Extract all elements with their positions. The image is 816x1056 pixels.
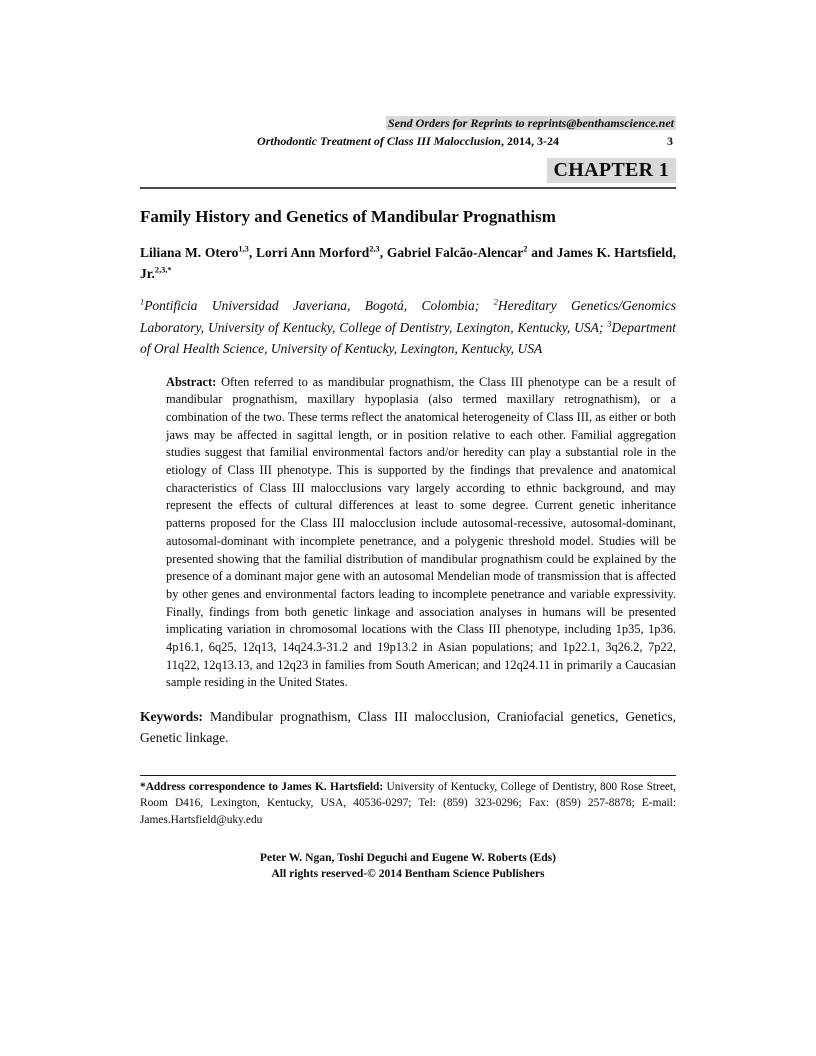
- author-superscript: 1,3: [238, 244, 249, 254]
- affiliation-text: Department of Oral Health Science, University of Kentucky, Lexington, Kentucky, USA: [140, 319, 676, 356]
- keywords-label: Keywords:: [140, 709, 203, 725]
- abstract-text: Often referred to as mandibular prognathism, the Class III phenotype can be a result of mandibular prognathism, maxillary hypoplasia (also termed maxillary retrognathism), or a combination of the two. These terms reflect the anatomical heterogeneity of Class III, as either or both jaws may be affected in sagittal length, or in position relative to each other. Familial aggregation studies suggest that familial environmental factors and/or heredity can play a substantial role in the etiology of Class III phenotype. This is supported by the findings that prevalence and anatomical characteristics of Class III malocclusions vary largely according to ethnic background, and may represent the effects of cultural differences at least to some degree. Current genetic inheritance patterns proposed for the Class III malocclusion include autosomal-recessive, autosomal-dominant, autosomal-dominant with incomplete penetrance, and a polygenic threshold model. Studies will be presented showing that the familial distribution of mandibular prognathism could be explained by the presence of a dominant major gene with an autosomal Mendelian mode of transmission that is affected by other genes and environmental factors leading to incomplete penetrance and variable expressivity. Finally, findings from both genetic linkage and association analyses in humans will be presented implicating variation in chromosomal locations with the Class III phenotype, including 1p35, 1p36. 4p16.1, 6q25, 12q13, 14q24.3-31.2 and 19p13.2 in Asian populations; and 1p22.1, 3q26.2, 7p22, 11q22, 12q13.13, and 12q23 in families from South American; and 12q24.11 in primarily a Caucasian sample residing in the United States.: [166, 374, 676, 690]
- affiliation-superscript: 2: [493, 297, 498, 307]
- author-name: , Lorri Ann Morford: [248, 245, 370, 260]
- author-superscript: 2: [523, 244, 528, 254]
- correspondence-footnote: [140, 779, 676, 828]
- correspondence-text: University of Kentucky, College of Dentistry, 800 Rose Street, Room D416, Lexington, Kentucky, USA, 40536-0297; Tel: (859) 323-0296; Fax: (859) 257-8878; E-mail: James.Hartsfield@uky.edu: [140, 781, 676, 826]
- author-name: and James K. Hartsfield, Jr.: [140, 245, 677, 281]
- editors-line: Peter W. Ngan, Toshi Deguchi and Eugene W. Roberts (Eds): [259, 851, 557, 865]
- affiliation-text: Pontificia Universidad Javeriana, Bogotá, Colombia;: [144, 298, 494, 313]
- book-citation-year-pages: , 2014, 3-24: [500, 134, 559, 148]
- author-superscript: 2,3: [369, 244, 380, 254]
- chapter-row: [140, 158, 676, 183]
- page-number: 3: [667, 134, 673, 148]
- abstract-paragraph: [166, 374, 676, 693]
- affiliation-text: Hereditary Genetics/Genomics Laboratory, University of Kentucky, College of Dentistry, Lexington, Kentucky, USA;: [140, 298, 677, 335]
- author-list: [140, 242, 676, 284]
- correspondence-label: *Address correspondence to James K. Hartsfield:: [140, 781, 384, 794]
- reprint-notice-line: [140, 116, 676, 131]
- affiliation-superscript: 1: [140, 297, 145, 307]
- author-superscript: 2,3,*: [154, 265, 172, 275]
- keywords-paragraph: [140, 706, 676, 748]
- header-divider: [140, 187, 676, 189]
- page-footer: [140, 850, 676, 881]
- book-citation: [257, 134, 559, 148]
- reprint-notice-text: Send Orders for Reprints to reprints@benthamscience.net: [387, 116, 674, 130]
- article-title: Family History and Genetics of Mandibular Prognathism: [140, 207, 556, 226]
- author-name: , Gabriel Falcão-Alencar: [379, 245, 524, 260]
- keywords-text: Mandibular prognathism, Class III malocclusion, Craniofacial genetics, Genetics, Genetic linkage.: [140, 709, 676, 746]
- copyright-line: All rights reserved-© 2014 Bentham Science Publishers: [271, 866, 545, 880]
- author-name: Liliana M. Otero: [140, 245, 239, 260]
- running-head: [140, 134, 676, 149]
- book-title: Orthodontic Treatment of Class III Malocclusion: [257, 134, 501, 148]
- affiliation-superscript: 3: [607, 319, 612, 328]
- chapter-label: CHAPTER 1: [547, 158, 676, 183]
- abstract-label: Abstract:: [166, 374, 217, 389]
- affiliation-list: [140, 295, 676, 360]
- footnote-divider: [140, 775, 676, 776]
